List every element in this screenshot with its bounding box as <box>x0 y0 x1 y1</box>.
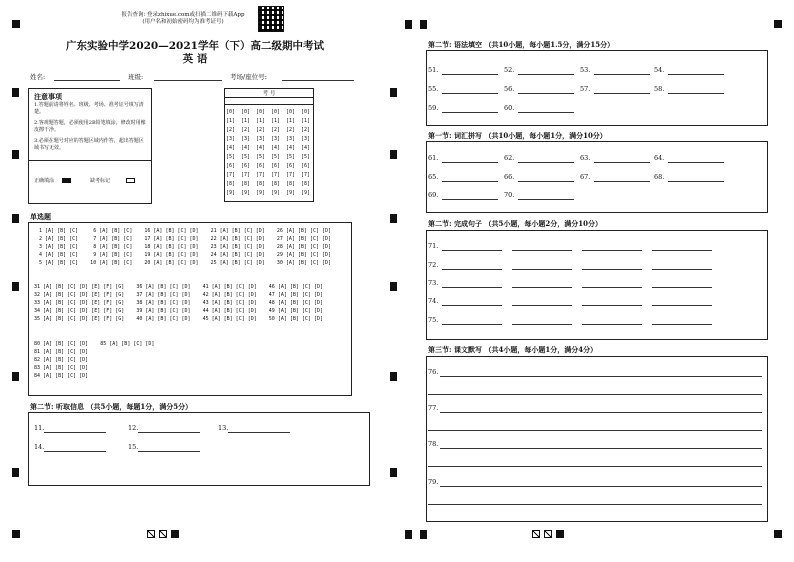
choice-row[interactable]: 33 [A] [B] [C] [D] [E] [F] [G] 38 [A] [B] [C] [D] 43 [A] [B] [C] [D] 48 [A] [B] [C] [D] <box>34 300 323 306</box>
choice-row[interactable]: 31 [A] [B] [C] [D] [E] [F] [G] 36 [A] [B] [C] [D] 41 [A] [B] [C] [D] 46 [A] [B] [C] [D] <box>34 284 323 290</box>
page-code-mark <box>544 530 552 538</box>
answer-line[interactable] <box>668 162 724 163</box>
answer-line[interactable] <box>442 199 498 200</box>
question-number: 60. <box>504 104 515 112</box>
exam-id-digit-bubble[interactable]: [7] <box>241 172 251 178</box>
exam-id-digit-bubble[interactable]: [2] <box>286 127 296 133</box>
exam-id-digit-bubble[interactable]: [0] <box>226 109 236 115</box>
answer-line[interactable] <box>442 74 498 75</box>
notice-item: 1.答题前请将姓名、班级、考场、准考证号填写清楚。 <box>34 102 144 115</box>
answer-line[interactable] <box>442 93 498 94</box>
corner-mark <box>12 530 20 538</box>
exam-id-digit-bubble[interactable]: [3] <box>286 136 296 142</box>
answer-line[interactable] <box>442 250 502 251</box>
absent-mark-label: 缺考标记 <box>90 178 111 184</box>
report-notice: 报告查询: 登录zhixue.com或扫描二维码下载App <box>121 12 245 18</box>
choice-row[interactable]: 82 [A] [B] [C] [D] <box>34 357 89 363</box>
answer-line[interactable] <box>668 93 724 94</box>
exam-id-digit-bubble[interactable]: [9] <box>286 190 296 196</box>
exam-id-digit-bubble[interactable]: [0] <box>301 109 311 115</box>
answer-line[interactable] <box>428 504 762 505</box>
exam-id-digit-bubble[interactable]: [6] <box>286 163 296 169</box>
name-field[interactable] <box>54 80 120 81</box>
answer-line[interactable] <box>518 74 574 75</box>
question-number: 78. <box>428 440 439 448</box>
question-number: 64. <box>654 154 665 162</box>
question-number: 62. <box>504 154 515 162</box>
question-number: 59. <box>428 104 439 112</box>
qr-code <box>258 6 284 32</box>
question-number: 67. <box>580 173 591 181</box>
login-notice: (用户名和初始密码均为准考证号) <box>142 19 224 25</box>
exam-id-digit-bubble[interactable]: [1] <box>271 118 281 124</box>
page-code-mark <box>159 530 167 538</box>
question-number: 52. <box>504 66 515 74</box>
room-seat-label: 考场/座位号: <box>230 73 267 81</box>
answer-line[interactable] <box>652 250 712 251</box>
exam-id-header-divider <box>224 97 314 98</box>
choice-row[interactable]: 34 [A] [B] [C] [D] [E] [F] [G] 39 [A] [B] [C] [D] 44 [A] [B] [C] [D] 49 [A] [B] [C] [D] <box>34 308 323 314</box>
answer-line[interactable] <box>582 250 642 251</box>
exam-id-header: 考 号 <box>262 91 276 97</box>
exam-id-digit-bubble[interactable]: [1] <box>241 118 251 124</box>
answer-line[interactable] <box>652 305 712 306</box>
question-number: 55. <box>428 85 439 93</box>
exam-id-digit-bubble[interactable]: [6] <box>271 163 281 169</box>
exam-id-digit-bubble[interactable]: [6] <box>241 163 251 169</box>
filled-mark-icon <box>62 178 71 183</box>
single-choice-title: 单选题 <box>30 212 51 221</box>
name-label: 姓名: <box>30 73 46 81</box>
exam-id-digit-bubble[interactable]: [8] <box>271 181 281 187</box>
exam-id-digit-bubble[interactable]: [9] <box>241 190 251 196</box>
timing-mark <box>390 372 397 381</box>
question-number: 70. <box>504 191 515 199</box>
choice-row[interactable]: 80 [A] [B] [C] [D] 85 [A] [B] [C] [D] <box>34 341 155 347</box>
vocab-title: 第一节: 词汇拼写 （共10小题，每小题1分，满分10分） <box>428 131 607 140</box>
timing-mark <box>405 530 412 539</box>
exam-id-digit-bubble[interactable]: [7] <box>271 172 281 178</box>
answer-line[interactable] <box>582 305 642 306</box>
exam-id-digit-bubble[interactable]: [4] <box>286 145 296 151</box>
exam-id-digit-bubble[interactable]: [8] <box>256 181 266 187</box>
question-number: 65. <box>428 173 439 181</box>
answer-line[interactable] <box>138 432 200 433</box>
exam-id-digit-bubble[interactable]: [5] <box>286 154 296 160</box>
answer-line[interactable] <box>518 181 574 182</box>
grammar-title: 第二节: 语法填空 （共10小题，每小题1.5分，满分15分） <box>428 40 615 49</box>
choice-row[interactable]: 32 [A] [B] [C] [D] [E] [F] [G] 37 [A] [B] [C] [D] 42 [A] [B] [C] [D] 47 [A] [B] [C] [D] <box>34 292 323 298</box>
timing-mark <box>12 282 19 291</box>
exam-id-digit-bubble[interactable]: [8] <box>241 181 251 187</box>
exam-id-digit-bubble[interactable]: [4] <box>271 145 281 151</box>
answer-line[interactable] <box>440 486 762 487</box>
exam-id-digit-bubble[interactable]: [5] <box>241 154 251 160</box>
listening-box <box>28 412 370 486</box>
answer-line[interactable] <box>44 451 106 452</box>
question-number: 77. <box>428 404 439 412</box>
answer-line[interactable] <box>442 287 502 288</box>
answer-line[interactable] <box>428 466 762 467</box>
grammar-box <box>426 50 768 126</box>
answer-line[interactable] <box>582 287 642 288</box>
notice-item: 2.客观题答题，必须使用2B铅笔填涂，修改时用橡皮擦干净。 <box>34 120 146 133</box>
answer-line[interactable] <box>652 287 712 288</box>
answer-line[interactable] <box>594 93 650 94</box>
exam-id-digit-bubble[interactable]: [3] <box>271 136 281 142</box>
notice-item: 3.必须在题号对应的答题区域内作答，超出答题区域书写无效。 <box>34 138 144 151</box>
answer-line[interactable] <box>428 394 762 395</box>
exam-id-digit-bubble[interactable]: [7] <box>301 172 311 178</box>
choice-row[interactable]: 3 [A] [B] [C] 8 [A] [B] [C] 18 [A] [B] [C] [D] 23 [A] [B] [C] [D] 28 [A] [B] [C] [D] <box>36 244 332 250</box>
choice-row[interactable]: 5 [A] [B] [C] 10 [A] [B] [C] 20 [A] [B] [C] [D] 25 [A] [B] [C] [D] 30 [A] [B] [C] [D] <box>36 260 332 266</box>
question-number: 68. <box>654 173 665 181</box>
exam-id-digit-bubble[interactable]: [5] <box>271 154 281 160</box>
question-number: 57. <box>580 85 591 93</box>
recitation-box <box>426 356 768 522</box>
timing-mark <box>12 88 19 97</box>
exam-title: 广东实验中学2020—2021学年（下）高二级期中考试 <box>66 40 324 52</box>
answer-line[interactable] <box>582 324 642 325</box>
answer-line[interactable] <box>442 162 498 163</box>
answer-line[interactable] <box>442 112 498 113</box>
answer-line[interactable] <box>440 448 762 449</box>
timing-mark <box>390 88 397 97</box>
choice-row[interactable]: 84 [A] [B] [C] [D] <box>34 373 89 379</box>
question-number: 63. <box>580 154 591 162</box>
question-number: 11. <box>34 424 45 432</box>
exam-id-digit-bubble[interactable]: [2] <box>241 127 251 133</box>
answer-line[interactable] <box>668 74 724 75</box>
room-seat-field[interactable] <box>282 80 354 81</box>
notice-divider <box>28 160 152 161</box>
answer-line[interactable] <box>518 112 574 113</box>
answer-line[interactable] <box>594 181 650 182</box>
question-number: 73. <box>428 279 439 287</box>
exam-id-digit-bubble[interactable]: [2] <box>226 127 236 133</box>
choice-row[interactable]: 81 [A] [B] [C] [D] <box>34 349 89 355</box>
exam-id-digit-bubble[interactable]: [3] <box>226 136 236 142</box>
answer-line[interactable] <box>668 181 724 182</box>
exam-id-write-row[interactable] <box>224 104 314 105</box>
timing-mark <box>12 150 19 159</box>
answer-line[interactable] <box>512 287 572 288</box>
question-number: 76. <box>428 368 439 376</box>
choice-row[interactable]: 1 [A] [B] [C] 6 [A] [B] [C] 16 [A] [B] [C] [D] 21 [A] [B] [C] [D] 26 [A] [B] [C] [D] <box>36 228 332 234</box>
question-number: 58. <box>654 85 665 93</box>
exam-id-digit-bubble[interactable]: [9] <box>256 190 266 196</box>
answer-line[interactable] <box>428 430 762 431</box>
exam-id-digit-bubble[interactable]: [7] <box>226 172 236 178</box>
exam-id-digit-bubble[interactable]: [3] <box>241 136 251 142</box>
answer-line[interactable] <box>442 305 502 306</box>
exam-id-digit-bubble[interactable]: [0] <box>241 109 251 115</box>
answer-line[interactable] <box>512 250 572 251</box>
answer-line[interactable] <box>138 451 200 452</box>
timing-mark <box>390 150 397 159</box>
answer-line[interactable] <box>442 181 498 182</box>
answer-line[interactable] <box>594 74 650 75</box>
timing-mark <box>12 468 19 477</box>
exam-id-digit-bubble[interactable]: [9] <box>226 190 236 196</box>
timing-mark <box>12 214 19 223</box>
exam-id-digit-bubble[interactable]: [2] <box>271 127 281 133</box>
listening-title: 第二节: 听取信息 （共5小题，每题1分，满分5分） <box>30 402 193 411</box>
answer-line[interactable] <box>228 432 290 433</box>
timing-mark <box>390 214 397 223</box>
answer-line[interactable] <box>442 324 502 325</box>
corner-mark <box>774 530 782 538</box>
exam-id-digit-bubble[interactable]: [7] <box>286 172 296 178</box>
subject-title: 英 语 <box>182 53 208 65</box>
answer-line[interactable] <box>518 93 574 94</box>
exam-id-digit-bubble[interactable]: [7] <box>256 172 266 178</box>
question-number: 72. <box>428 261 439 269</box>
answer-line[interactable] <box>652 269 712 270</box>
exam-id-digit-bubble[interactable]: [5] <box>256 154 266 160</box>
exam-id-digit-bubble[interactable]: [3] <box>256 136 266 142</box>
answer-line[interactable] <box>440 412 762 413</box>
answer-line[interactable] <box>512 305 572 306</box>
question-number: 61. <box>428 154 439 162</box>
exam-id-digit-bubble[interactable]: [6] <box>256 163 266 169</box>
sentences-title: 第二节: 完成句子 （共5小题，每小题2分，满分10分） <box>428 219 602 228</box>
exam-id-digit-bubble[interactable]: [3] <box>301 136 311 142</box>
answer-line[interactable] <box>440 376 762 377</box>
question-number: 51. <box>428 66 439 74</box>
choice-row[interactable]: 4 [A] [B] [C] 9 [A] [B] [C] 19 [A] [B] [C] [D] 24 [A] [B] [C] [D] 29 [A] [B] [C] [D] <box>36 252 332 258</box>
choice-row[interactable]: 35 [A] [B] [C] [D] [E] [F] [G] 40 [A] [B] [C] [D] 45 [A] [B] [C] [D] 50 [A] [B] [C] [D] <box>34 316 323 322</box>
page-code-mark <box>556 530 564 538</box>
exam-id-digit-bubble[interactable]: [8] <box>301 181 311 187</box>
answer-line[interactable] <box>594 162 650 163</box>
answer-line[interactable] <box>518 162 574 163</box>
exam-id-digit-bubble[interactable]: [5] <box>301 154 311 160</box>
answer-line[interactable] <box>442 269 502 270</box>
answer-line[interactable] <box>582 269 642 270</box>
answer-line[interactable] <box>512 324 572 325</box>
question-number: 15. <box>128 443 139 451</box>
corner-mark <box>774 20 782 28</box>
question-number: 71. <box>428 242 439 250</box>
timing-mark <box>420 20 427 29</box>
class-label: 班级: <box>128 73 144 81</box>
page-code-mark <box>532 530 540 538</box>
question-number: 75. <box>428 316 439 324</box>
question-number: 53. <box>580 66 591 74</box>
question-number: 69. <box>428 191 439 199</box>
question-number: 56. <box>504 85 515 93</box>
answer-line[interactable] <box>512 269 572 270</box>
question-number: 74. <box>428 297 439 305</box>
exam-id-digit-bubble[interactable]: [2] <box>256 127 266 133</box>
exam-id-digit-bubble[interactable]: [0] <box>256 109 266 115</box>
answer-line[interactable] <box>518 199 574 200</box>
choice-row[interactable]: 83 [A] [B] [C] [D] <box>34 365 89 371</box>
exam-id-digit-bubble[interactable]: [1] <box>226 118 236 124</box>
corner-mark <box>12 20 20 28</box>
vocab-box <box>426 141 768 213</box>
exam-id-digit-bubble[interactable]: [4] <box>301 145 311 151</box>
exam-id-digit-bubble[interactable]: [5] <box>226 154 236 160</box>
exam-id-digit-bubble[interactable]: [1] <box>301 118 311 124</box>
timing-mark <box>405 20 412 29</box>
exam-id-digit-bubble[interactable]: [0] <box>271 109 281 115</box>
question-number: 13. <box>218 424 229 432</box>
timing-mark <box>390 468 397 477</box>
timing-mark <box>12 372 19 381</box>
exam-id-digit-bubble[interactable]: [4] <box>256 145 266 151</box>
question-number: 79. <box>428 478 439 486</box>
timing-mark <box>420 530 427 539</box>
notice-title: 注意事项 <box>34 92 62 101</box>
recitation-title: 第三节: 课文默写 （共4小题，每小题1分，满分4分） <box>428 345 598 354</box>
exam-id-digit-bubble[interactable]: [4] <box>241 145 251 151</box>
exam-id-digit-bubble[interactable]: [9] <box>271 190 281 196</box>
exam-id-digit-bubble[interactable]: [6] <box>301 163 311 169</box>
exam-id-digit-bubble[interactable]: [8] <box>286 181 296 187</box>
exam-id-digit-bubble[interactable]: [0] <box>286 109 296 115</box>
exam-id-digit-bubble[interactable]: [2] <box>301 127 311 133</box>
exam-id-digit-bubble[interactable]: [8] <box>226 181 236 187</box>
fill-example-label: 正确填涂 <box>34 178 55 184</box>
exam-id-digit-bubble[interactable]: [1] <box>286 118 296 124</box>
answer-line[interactable] <box>652 324 712 325</box>
question-number: 54. <box>654 66 665 74</box>
absent-mark-checkbox[interactable] <box>126 178 135 183</box>
question-number: 12. <box>128 424 139 432</box>
question-number: 66. <box>504 173 515 181</box>
exam-id-digit-bubble[interactable]: [4] <box>226 145 236 151</box>
exam-id-columns <box>226 110 314 200</box>
timing-mark <box>390 282 397 291</box>
exam-id-digit-bubble[interactable]: [6] <box>226 163 236 169</box>
page-code-mark <box>171 530 179 538</box>
page-code-mark <box>147 530 155 538</box>
answer-line[interactable] <box>44 432 106 433</box>
exam-id-digit-bubble[interactable]: [1] <box>256 118 266 124</box>
question-number: 14. <box>34 443 45 451</box>
exam-id-digit-bubble[interactable]: [9] <box>301 190 311 196</box>
class-field[interactable] <box>154 80 222 81</box>
choice-row[interactable]: 2 [A] [B] [C] 7 [A] [B] [C] 17 [A] [B] [C] [D] 22 [A] [B] [C] [D] 27 [A] [B] [C] [D] <box>36 236 332 242</box>
